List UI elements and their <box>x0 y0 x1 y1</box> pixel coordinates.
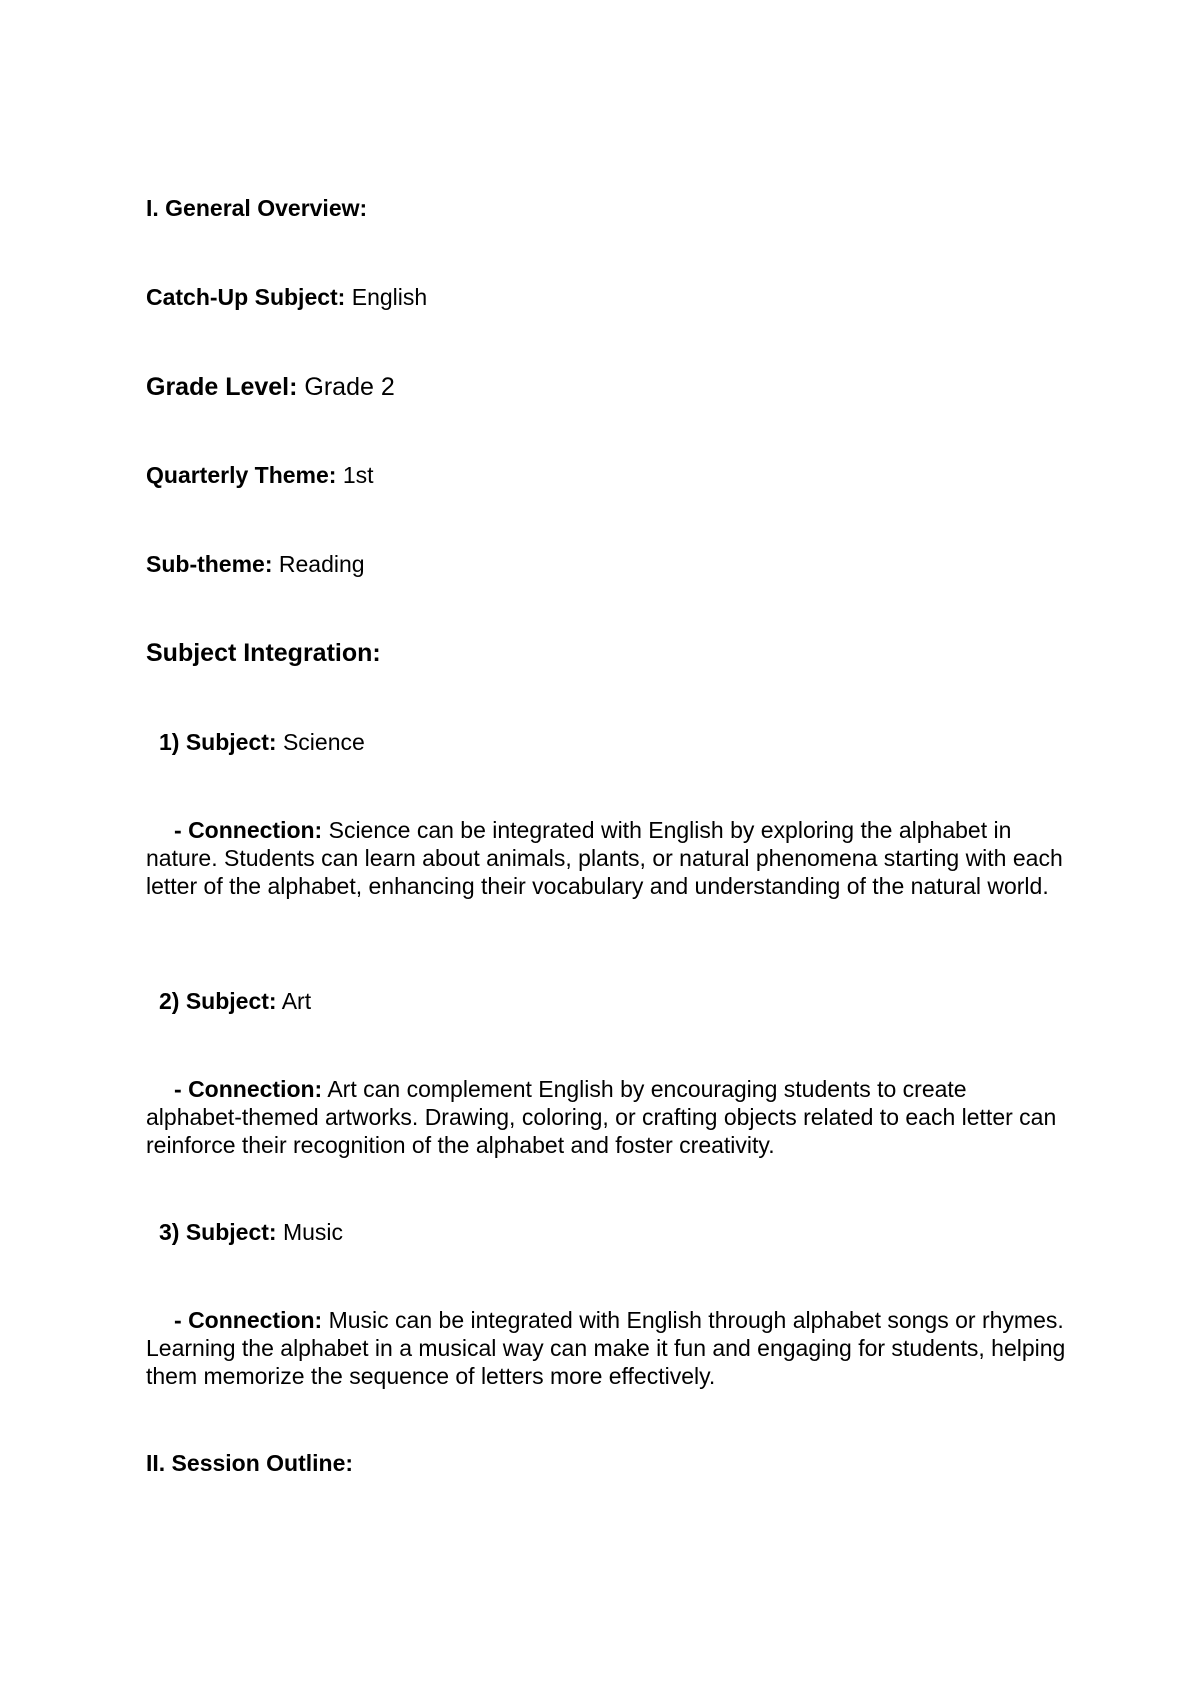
subject-1-connection-text: Science can be integrated with English by exploring the alphabet in nature. Students can learn about animals, plants, or natural phenomena starting with each letter of the alphabet, enhancing their vocabulary and understanding of the natural world. <box>146 817 1063 899</box>
subject-2-number: 2) <box>159 988 180 1014</box>
catch-up-subject-label: Catch-Up Subject: <box>146 284 346 310</box>
subject-1-value: Science <box>276 729 365 755</box>
subject-1-label: Subject: <box>179 729 277 755</box>
quarterly-theme-value: 1st <box>336 462 374 488</box>
subject-3-connection-text: Music can be integrated with English through alphabet songs or rhymes. Learning the alphabet in a musical way can make it fun and engaging for students, helping them memorize the sequence of letters more effectively. <box>146 1307 1066 1389</box>
sub-theme-label: Sub-theme: <box>146 551 273 577</box>
subject-3-number: 3) <box>159 1219 180 1245</box>
subject-3-row <box>159 1218 1089 1246</box>
subject-integration-heading: Subject Integration: <box>146 639 381 667</box>
grade-level-label: Grade Level: <box>146 373 298 401</box>
subject-1-row <box>159 728 1089 756</box>
subject-2-connection-text: Art can complement English by encouraging students to create alphabet-themed artworks. Drawing, coloring, or crafting objects related to each letter can reinforce their recognition of the alphabet and foster creativity. <box>146 1076 1057 1158</box>
subject-3-value: Music <box>276 1219 344 1245</box>
subject-3-connection <box>146 1306 1066 1390</box>
section1-heading: I. General Overview: <box>146 195 368 221</box>
subject-3-connection-prefix: - <box>174 1307 189 1333</box>
section2-heading: II. Session Outline: <box>146 1450 354 1476</box>
catch-up-subject-row <box>146 283 1076 311</box>
subject-2-row <box>159 987 1089 1015</box>
subject-2-label: Subject: <box>179 988 277 1014</box>
sub-theme-value: Reading <box>272 551 365 577</box>
subject-1-connection-prefix: - <box>174 817 189 843</box>
grade-level-row <box>146 372 1076 402</box>
subject-1-connection-label: Connection: <box>188 817 323 843</box>
catch-up-subject-value: English <box>345 284 428 310</box>
subject-3-label: Subject: <box>179 1219 277 1245</box>
subject-2-connection <box>146 1075 1066 1159</box>
subject-1-connection <box>146 816 1066 900</box>
subject-2-connection-label: Connection: <box>188 1076 323 1102</box>
grade-level-value: Grade 2 <box>297 373 395 401</box>
subject-2-connection-prefix: - <box>174 1076 189 1102</box>
sub-theme-row <box>146 550 1076 578</box>
subject-2-value: Art <box>276 988 312 1014</box>
subject-1-number: 1) <box>159 729 180 755</box>
quarterly-theme-label: Quarterly Theme: <box>146 462 337 488</box>
quarterly-theme-row <box>146 461 1076 489</box>
subject-3-connection-label: Connection: <box>188 1307 323 1333</box>
